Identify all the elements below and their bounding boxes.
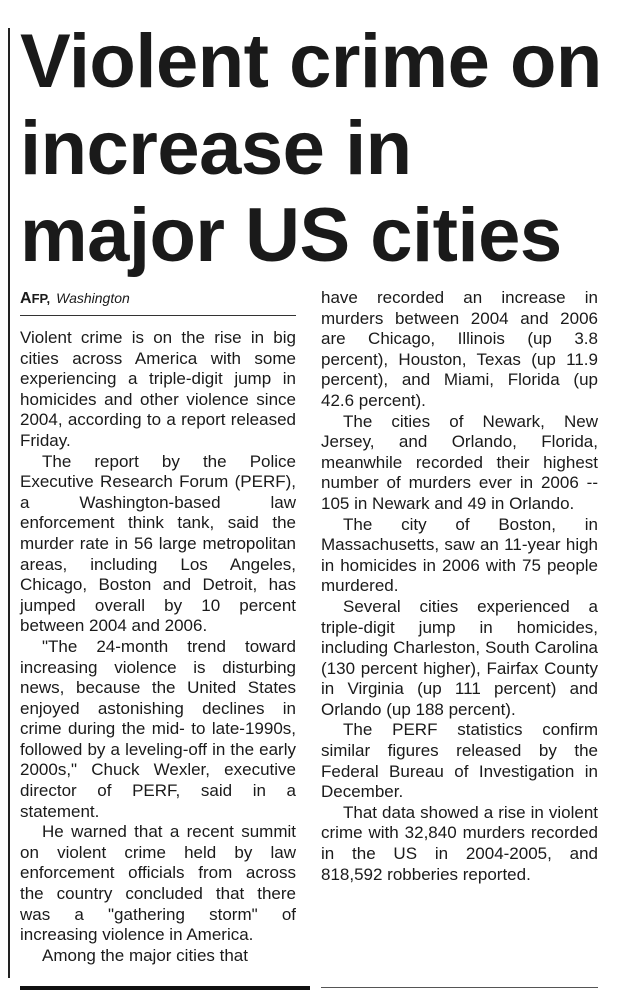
article-column-left bbox=[20, 288, 296, 966]
article-paragraph: The city of Boston, in Massachusetts, saw an 11-year high in homicides in 2006 with 75 people murdered. bbox=[321, 514, 598, 596]
column-rule bbox=[8, 28, 10, 978]
article-paragraph: have recorded an increase in murders between 2004 and 2006 are Chicago, Illinois (up 3.8 percent), Houston, Texas (up 11.9 percent), and Miami, Florida (up 42.6 percent). bbox=[321, 288, 598, 410]
article-paragraph: Among the major cities that bbox=[42, 945, 248, 965]
bottom-rule-left bbox=[20, 986, 310, 990]
dateline bbox=[20, 288, 296, 316]
article-paragraph: "The 24-month trend toward increasing violence is disturbing news, because the United States enjoyed astonishing declines in crime during the mid- to late-1990s, followed by a leveling-off in the early 2000s," Chuck Wexler, executive director of PERF, said in a statement. bbox=[20, 636, 296, 821]
agency-name: AFP, bbox=[20, 290, 51, 307]
article-paragraph: Violent crime is on the rise in big cities across America with some experiencing a triple-digit jump in homicides and other violence since 2004, according to a report released Friday. bbox=[20, 328, 296, 450]
article-paragraph: Several cities experienced a triple-digit jump in homicides, including Charleston, South Carolina (130 percent higher), Fairfax County in Virginia (up 111 percent) and Orlando (up 188 percent). bbox=[321, 596, 598, 719]
article-paragraph: The PERF statistics confirm similar figures released by the Federal Bureau of Investigation in December. bbox=[321, 720, 598, 802]
dateline-location: Washington bbox=[56, 290, 130, 306]
article-paragraph: That data showed a rise in violent crime with 32,840 murders recorded in the US in 2004-2005, and 818,592 robberies reported. bbox=[321, 802, 598, 884]
headline: Violent crime on increase in major US cities bbox=[20, 19, 602, 278]
bottom-rule-right bbox=[321, 987, 598, 988]
article-paragraph: He warned that a recent summit on violent crime held by law enforcement officials from across the country concluded that there was a "gathering storm" of increasing violence in America. bbox=[20, 822, 296, 945]
article-paragraph: The cities of Newark, New Jersey, and Orlando, Florida, meanwhile recorded their highest number of murders ever in 2006 -- 105 in Newark and 49 in Orlando. bbox=[321, 411, 598, 513]
article-column-right bbox=[321, 288, 598, 885]
article-paragraph: The report by the Police Executive Research Forum (PERF), a Washington-based law enforcement think tank, said the murder rate in 56 large metropolitan areas, including Los Angeles, Chicago, Boston and Detroit, has jumped overall by 10 percent between 2004 and 2006. bbox=[20, 451, 296, 636]
